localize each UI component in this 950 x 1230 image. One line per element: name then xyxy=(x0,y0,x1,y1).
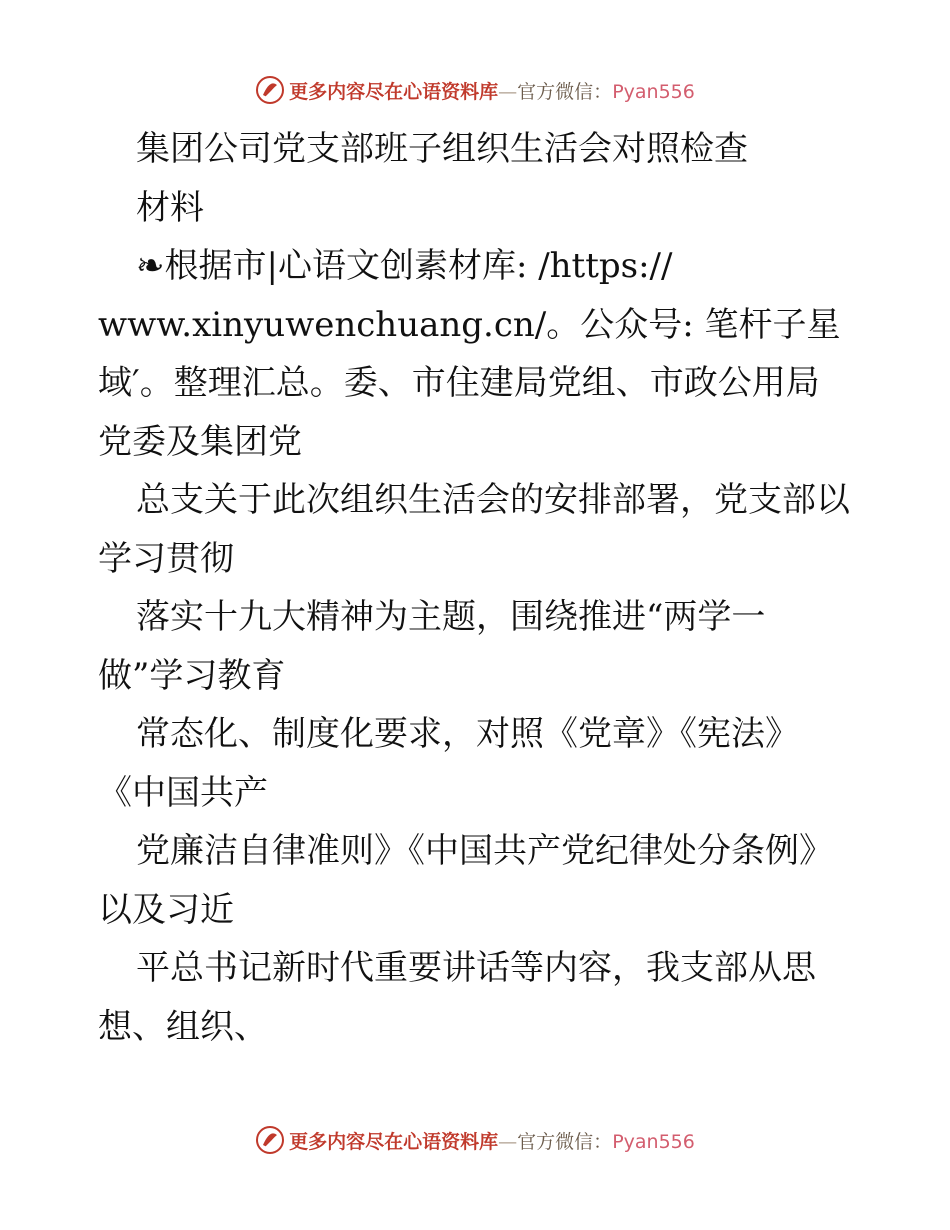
doc-line-1: 集团公司党支部班子组织生活会对照检查 xyxy=(136,129,748,169)
watermark-separator: — xyxy=(498,1130,518,1153)
header-watermark xyxy=(0,70,950,110)
doc-line-2: 材料 xyxy=(136,187,204,228)
doc-line-7: 总支关于此次组织生活会的安排部署，党支部以 xyxy=(136,480,850,520)
doc-line-11: 常态化、制度化要求，对照《党章》《宪法》 xyxy=(136,714,799,754)
doc-line-3: ❧根据市|心语文创素材库: /https:// xyxy=(136,246,673,286)
watermark-wechat-id: Pyan556 xyxy=(612,1130,695,1153)
watermark-wechat-id: Pyan556 xyxy=(612,80,695,103)
doc-line-13: 党廉洁自律准则》《中国共产党纪律处分条例》 xyxy=(136,831,833,871)
doc-line-16: 想、组织、 xyxy=(98,1006,268,1047)
doc-line-9: 落实十九大精神为主题，围绕推进“两学一 xyxy=(136,597,766,637)
watermark-main-text: 更多内容尽在心语资料库 xyxy=(289,1130,499,1153)
watermark-main-text: 更多内容尽在心语资料库 xyxy=(289,80,499,103)
doc-line-4: www.xinyuwenchuang.cn/。公众号: 笔杆子星 xyxy=(98,304,841,345)
doc-line-10: 做”学习教育 xyxy=(98,655,286,696)
doc-line-12: 《中国共产 xyxy=(98,772,268,813)
footer-watermark xyxy=(0,1120,950,1160)
doc-line-14: 以及习近 xyxy=(98,889,234,930)
watermark-separator: — xyxy=(498,80,518,103)
watermark-wechat-label: 官方微信： xyxy=(517,1130,613,1153)
doc-line-5: 域′。整理汇总。委、市住建局党组、市政公用局 xyxy=(98,363,820,403)
doc-line-8: 学习贯彻 xyxy=(98,538,234,579)
document-body xyxy=(98,120,858,1056)
doc-line-15: 平总书记新时代重要讲话等内容，我支部从思 xyxy=(136,948,816,988)
watermark-wechat-label: 官方微信： xyxy=(517,80,613,103)
doc-line-6: 党委及集团党 xyxy=(98,421,302,462)
watermark-logo-icon xyxy=(255,75,285,105)
watermark-logo-icon xyxy=(255,1125,285,1155)
